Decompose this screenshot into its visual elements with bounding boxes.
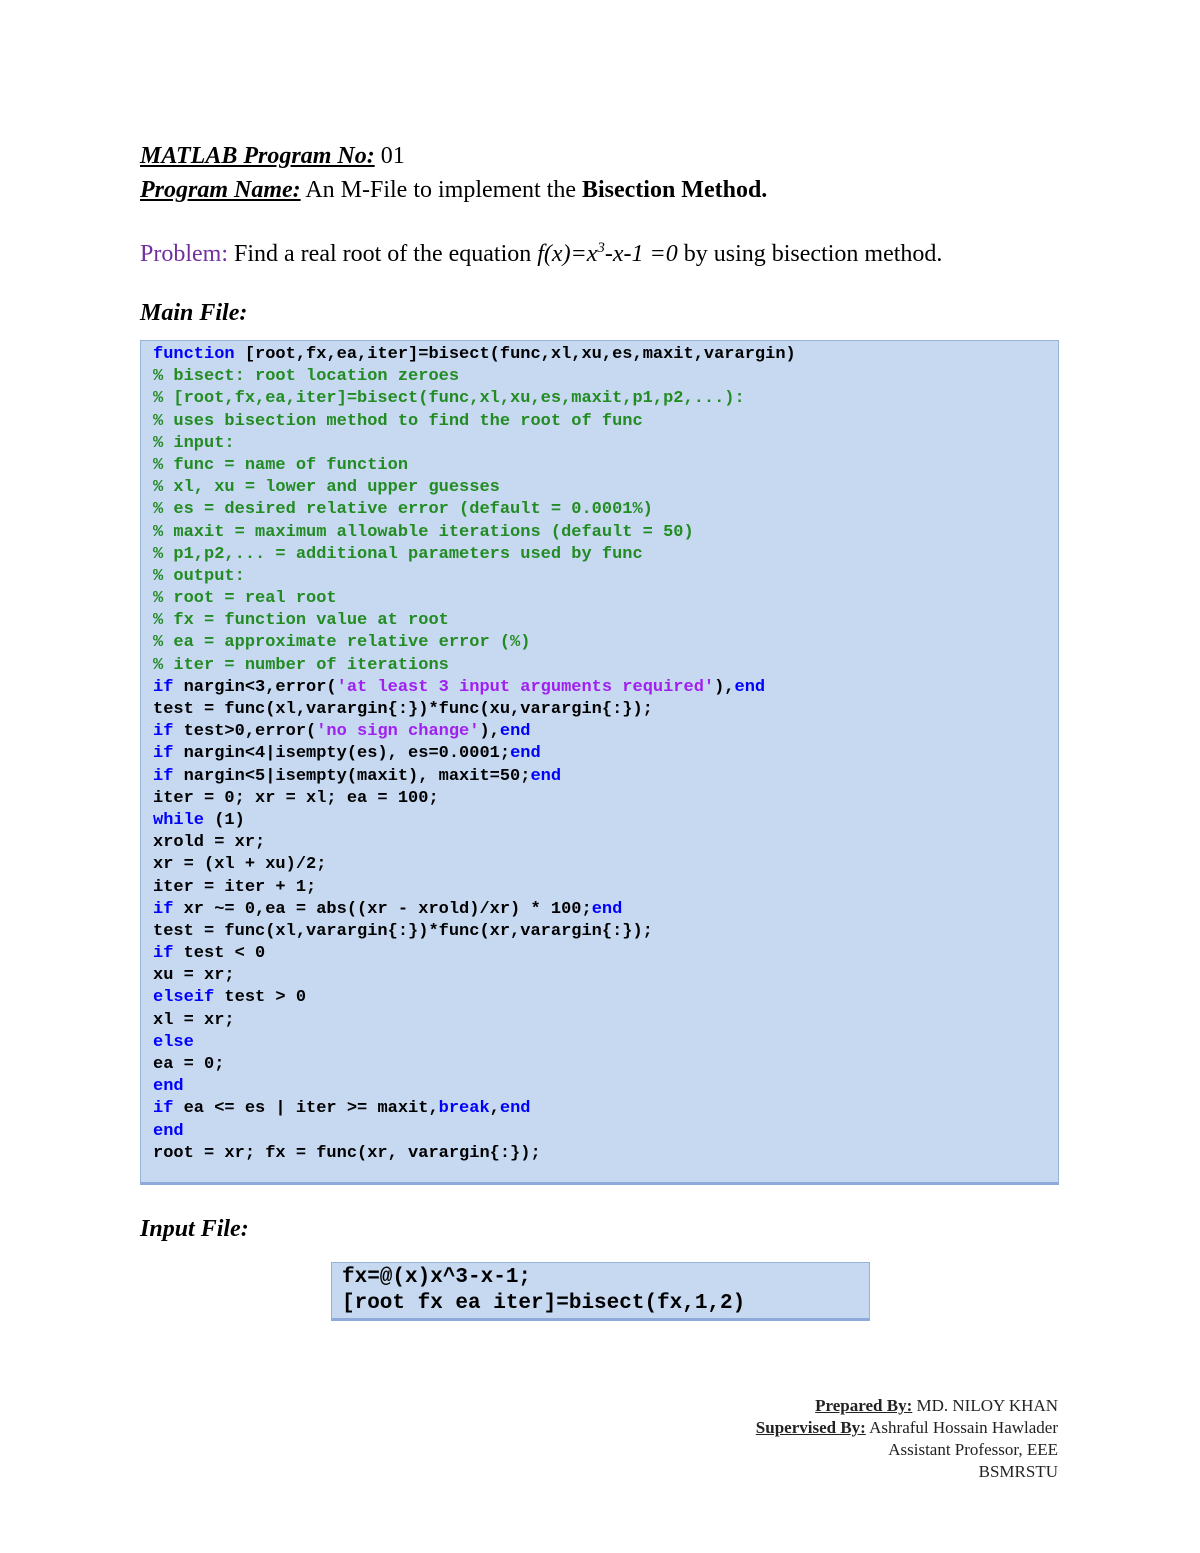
code-token: % fx = function value at root	[153, 611, 449, 631]
code-line	[153, 632, 1058, 654]
equation-part-b: -x-1 =0	[604, 241, 678, 267]
code-token: if	[153, 744, 174, 764]
code-token: test < 0	[173, 944, 266, 964]
code-line	[153, 588, 1058, 610]
program-name-bold: Bisection Method.	[581, 177, 768, 203]
code-line	[153, 655, 1058, 677]
main-file-heading: Main File:	[140, 300, 248, 326]
supervisor-title: Assistant Professor, EEE	[888, 1440, 1058, 1459]
code-token: if	[153, 899, 174, 919]
code-token: % maxit = maximum allowable iterations (default = 50)	[153, 522, 694, 542]
code-token: end	[734, 677, 766, 697]
program-name-label: Program Name:	[140, 177, 301, 203]
prepared-by-label: Prepared By:	[815, 1396, 913, 1415]
program-name-text: An M-File to implement the	[300, 177, 582, 203]
main-code-block	[140, 340, 1059, 1185]
code-line	[153, 832, 1058, 854]
code-token: 'no sign change'	[316, 722, 480, 742]
code-token: if	[153, 944, 174, 964]
code-token: end	[153, 1121, 184, 1141]
code-token: if	[153, 722, 174, 742]
code-line	[153, 366, 1058, 388]
code-line	[153, 854, 1058, 876]
code-token: % ea = approximate relative error (%)	[153, 633, 531, 653]
code-line	[153, 1032, 1058, 1054]
code-line	[153, 921, 1058, 943]
code-line	[153, 699, 1058, 721]
institution-name: BSMRSTU	[978, 1462, 1058, 1481]
problem-label: Problem:	[140, 241, 228, 267]
code-line	[153, 1054, 1058, 1076]
code-line	[153, 455, 1058, 477]
code-line	[153, 788, 1058, 810]
code-token: ea = 0;	[153, 1055, 225, 1074]
code-line	[153, 1098, 1058, 1120]
code-token: else	[153, 1032, 194, 1052]
input-code-line: fx=@(x)x^3-x-1;	[342, 1266, 532, 1289]
code-token: (1)	[204, 810, 245, 830]
code-token: function	[153, 345, 235, 364]
program-number-value: 01	[374, 143, 405, 169]
code-token: nargin<3,error(	[173, 677, 337, 697]
code-token: ),	[714, 677, 735, 697]
code-line	[153, 610, 1058, 632]
equation-exponent: 3	[597, 240, 605, 256]
code-line	[153, 566, 1058, 588]
problem-text-before: Find a real root of the equation	[228, 241, 538, 267]
code-line	[153, 766, 1058, 788]
code-token: % uses bisection method to find the root of func	[153, 411, 643, 431]
code-token: ea <= es | iter >= maxit,	[173, 1099, 439, 1119]
code-line	[153, 965, 1058, 987]
code-line	[153, 943, 1058, 965]
program-number-label: MATLAB Program No:	[140, 143, 375, 169]
code-line	[153, 810, 1058, 832]
code-token: xu = xr;	[153, 966, 235, 986]
input-file-heading: Input File:	[140, 1216, 249, 1242]
program-name-line	[140, 177, 767, 204]
prepared-by-line	[815, 1396, 1058, 1416]
input-code-line: [root fx ea iter]=bisect(fx,1,2)	[342, 1292, 746, 1315]
code-token: % p1,p2,... = additional parameters used by func	[153, 544, 643, 564]
code-line	[153, 1143, 1058, 1165]
code-token: [root,fx,ea,iter]=bisect(func,xl,xu,es,maxit,varargin)	[234, 345, 796, 364]
code-token: ),	[479, 722, 500, 742]
code-token: nargin<4|isempty(es), es=0.0001;	[173, 744, 511, 764]
code-line	[153, 544, 1058, 566]
code-token: test>0,error(	[173, 722, 317, 742]
input-code-block	[331, 1262, 870, 1321]
code-token: while	[153, 810, 205, 830]
code-line	[153, 344, 1058, 366]
code-token: % xl, xu = lower and upper guesses	[153, 478, 500, 498]
code-token: iter = 0; xr = xl; ea = 100;	[153, 788, 439, 808]
code-line	[153, 1076, 1058, 1098]
code-token: end	[153, 1077, 184, 1097]
code-line	[153, 522, 1058, 544]
code-token: % output:	[153, 566, 245, 586]
code-token: ,	[489, 1099, 500, 1119]
supervised-by-name: Ashraful Hossain Hawlader	[865, 1418, 1058, 1437]
code-line	[153, 877, 1058, 899]
problem-text-after: by using bisection method.	[677, 241, 943, 267]
code-line	[153, 433, 1058, 455]
code-line	[153, 743, 1058, 765]
code-token: end	[591, 899, 623, 919]
code-token: % bisect: root location zeroes	[153, 367, 460, 387]
code-token: xr ~= 0,ea = abs((xr - xrold)/xr) * 100;	[173, 899, 592, 919]
code-token: elseif	[153, 988, 215, 1008]
code-line	[153, 499, 1058, 521]
code-token: if	[153, 677, 174, 697]
code-token: test = func(xl,varargin{:})*func(xr,varargin{:});	[153, 921, 653, 941]
code-token: % input:	[153, 433, 235, 453]
program-number-line	[140, 143, 405, 170]
code-line	[153, 1010, 1058, 1032]
code-line	[153, 411, 1058, 433]
code-token: % func = name of function	[153, 455, 409, 475]
code-token: break	[438, 1099, 490, 1119]
code-token: iter = iter + 1;	[153, 877, 317, 897]
code-line	[153, 677, 1058, 699]
equation-part-a: f(x)=x	[537, 241, 598, 267]
code-token: % [root,fx,ea,iter]=bisect(func,xl,xu,es,maxit,p1,p2,...):	[153, 389, 745, 409]
code-token: test = func(xl,varargin{:})*func(xu,varargin{:});	[153, 700, 653, 719]
code-token: if	[153, 766, 174, 786]
code-token: end	[510, 744, 541, 764]
code-token: xl = xr;	[153, 1010, 235, 1030]
problem-statement	[140, 240, 942, 268]
code-token: xrold = xr;	[153, 833, 266, 853]
code-token: nargin<5|isempty(maxit), maxit=50;	[173, 766, 531, 786]
code-token: root = xr; fx = func(xr, varargin{:});	[153, 1143, 541, 1163]
prepared-by-name: MD. NILOY KHAN	[912, 1396, 1058, 1415]
code-line	[153, 1121, 1058, 1143]
code-token: end	[499, 1099, 531, 1119]
supervised-by-line	[756, 1418, 1058, 1438]
code-token: if	[153, 1099, 174, 1119]
code-line	[153, 388, 1058, 410]
code-line	[153, 899, 1058, 921]
code-token: 'at least 3 input arguments required'	[336, 677, 715, 697]
code-line	[153, 987, 1058, 1009]
code-token: end	[499, 722, 531, 742]
code-token: end	[530, 766, 562, 786]
code-line	[153, 721, 1058, 743]
code-token: xr = (xl + xu)/2;	[153, 855, 327, 875]
code-line	[153, 477, 1058, 499]
code-token: test > 0	[214, 988, 307, 1008]
supervised-by-label: Supervised By:	[755, 1418, 866, 1437]
code-token: % es = desired relative error (default = 0.0001%)	[153, 500, 653, 520]
code-token: % root = real root	[153, 589, 337, 609]
code-token: % iter = number of iterations	[153, 655, 449, 675]
